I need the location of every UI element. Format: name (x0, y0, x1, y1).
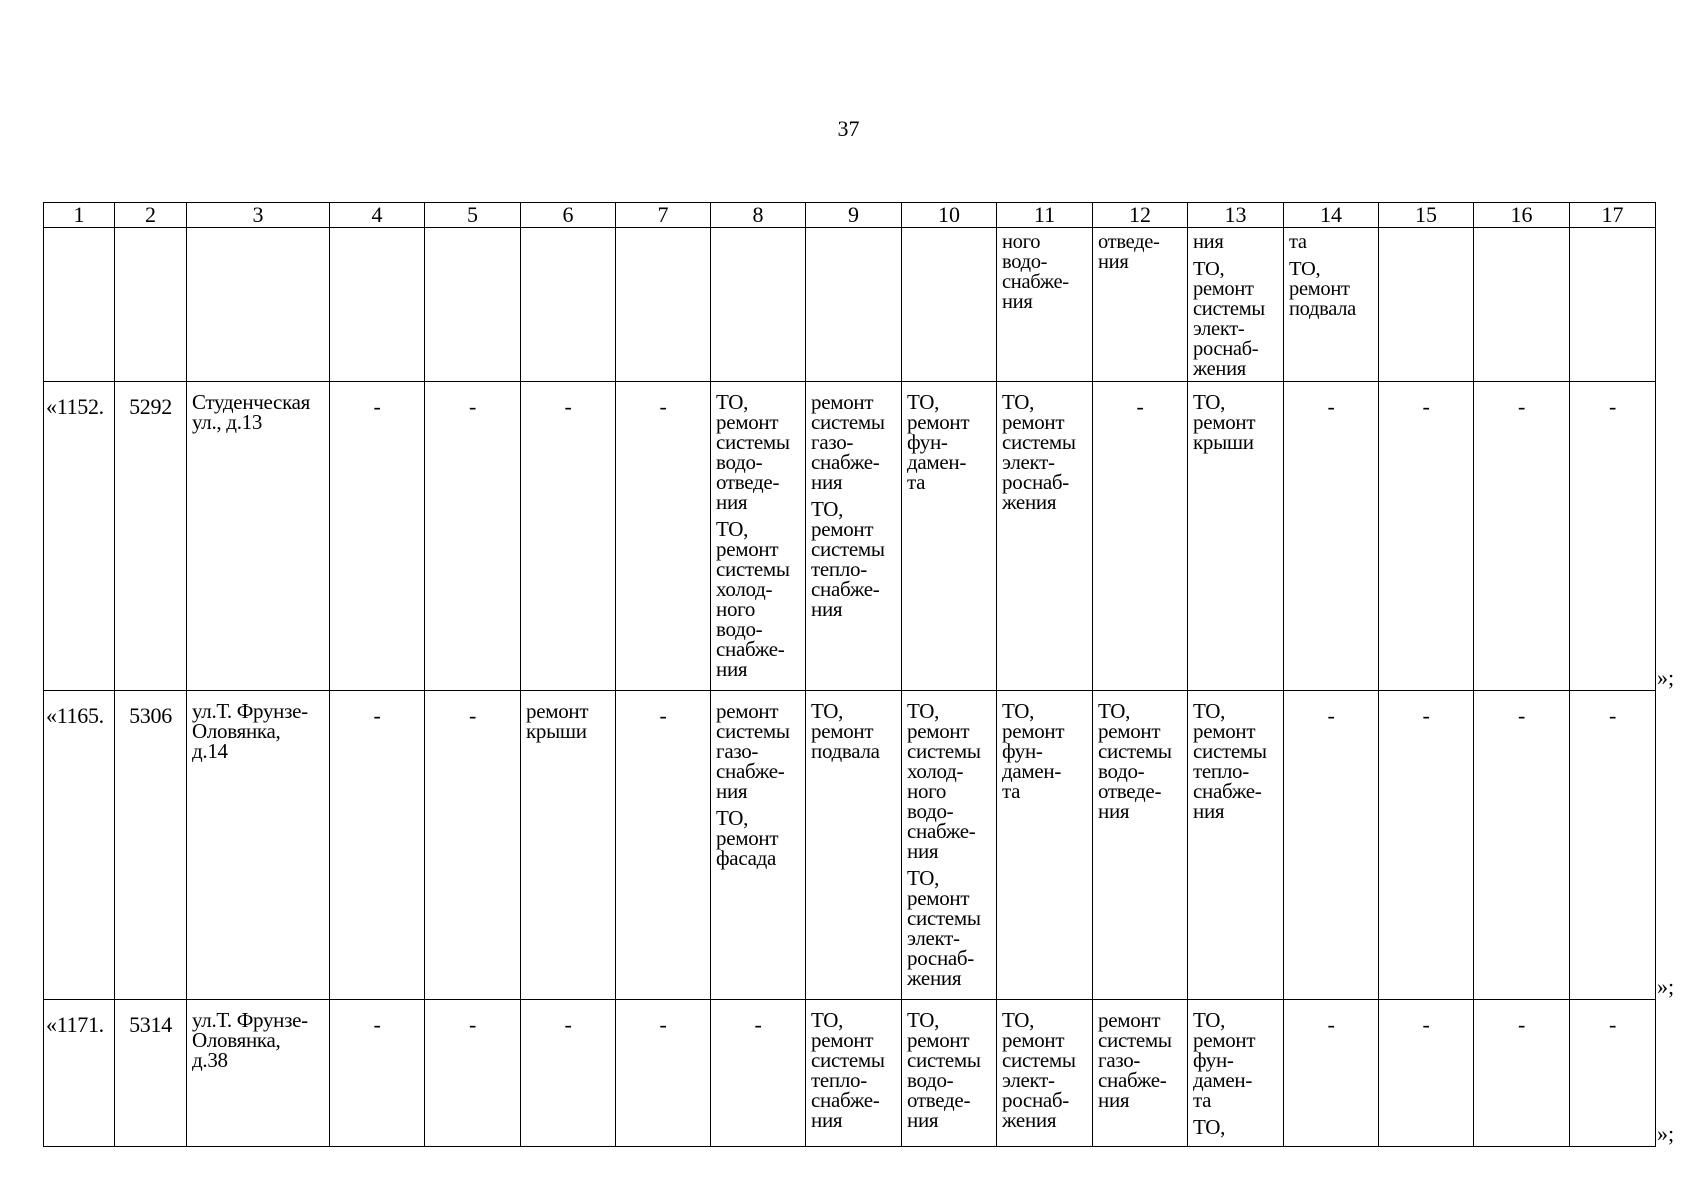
table-cell: - (1608, 394, 1617, 419)
table-cell (1188, 1000, 1283, 1137)
table-row (44, 1000, 1656, 1147)
cell-text: ния (1193, 231, 1224, 253)
table-cell: - (659, 703, 667, 728)
table-cell: - (1517, 703, 1526, 728)
cell-text: ТО, ремонт системы элект- роснаб- жения (1002, 390, 1076, 514)
cell-text: ТО, ремонт системы тепло- снабже- ния (811, 1008, 885, 1132)
column-header: 14 (1284, 203, 1379, 228)
table-cell: - (468, 394, 477, 419)
cell-text: отведе- ния (1098, 231, 1160, 273)
column-header: 2 (115, 203, 187, 228)
column-header: 15 (1379, 203, 1474, 228)
cell-text: ТО, ремонт системы элект- роснаб- жения (1002, 1008, 1076, 1132)
table-cell: - (564, 1012, 572, 1037)
cell-text: ТО, ремонт системы холод- ного водо- снабже- ния (907, 699, 981, 863)
column-header: 17 (1570, 203, 1656, 228)
row-number: «1152. (46, 394, 104, 419)
table-cell (1284, 228, 1378, 319)
table-cell: - (1608, 703, 1617, 728)
table-cell (997, 691, 1092, 801)
building-code: 5306 (129, 703, 172, 728)
table-cell: - (1327, 1012, 1335, 1037)
table-cell: - (468, 703, 477, 728)
table-cell (902, 1000, 996, 1130)
table-cell (806, 382, 901, 619)
table-cell (711, 382, 805, 679)
continuation-row (44, 228, 1656, 382)
building-address: ул.Т. Фрунзе- Оловянка, д.14 (192, 699, 308, 763)
table-cell (997, 1000, 1092, 1130)
cell-text: ТО, ремонт фун- дамен- та (1193, 1008, 1256, 1112)
cell-text: ТО, ремонт системы элект- роснаб- жения (907, 866, 981, 990)
table-cell: - (373, 703, 381, 728)
building-code: 5292 (129, 394, 172, 419)
column-header: 10 (902, 203, 997, 228)
cell-text: ТО, ремонт подвала (1289, 258, 1356, 320)
column-header: 12 (1093, 203, 1188, 228)
repair-schedule-table (43, 202, 1656, 1147)
table-cell: - (373, 1012, 381, 1037)
table-cell (902, 691, 996, 988)
column-header: 13 (1188, 203, 1284, 228)
table-row (44, 691, 1656, 1000)
table-cell (521, 691, 615, 741)
table-cell: - (1608, 1012, 1617, 1037)
cell-text: ТО, ремонт системы водо- отведе- ния (907, 1008, 981, 1132)
cell-text: та (1289, 231, 1307, 253)
table-cell: - (1422, 1012, 1430, 1037)
table-cell: - (1422, 703, 1430, 728)
cell-text: ремонт системы газо- снабже- ния (811, 390, 885, 494)
table-cell (997, 382, 1092, 512)
table-cell (711, 691, 805, 868)
table-cell: - (1327, 394, 1335, 419)
cell-text: ного водо- снабже- ния (1002, 231, 1069, 313)
table-cell: - (468, 1012, 477, 1037)
page-number: 37 (837, 116, 860, 141)
table-cell (1188, 228, 1283, 379)
table-cell: - (754, 1012, 762, 1037)
row-number: «1171. (46, 1012, 104, 1037)
column-header: 3 (187, 203, 330, 228)
table-cell (1188, 691, 1283, 821)
row-number: «1165. (46, 703, 104, 728)
column-header: 11 (997, 203, 1093, 228)
row-end-mark: »; (1657, 974, 1675, 999)
cell-text: ТО, ремонт фун- дамен- та (1002, 699, 1065, 803)
building-address: ул.Т. Фрунзе- Оловянка, д.38 (192, 1008, 308, 1072)
table-cell (997, 228, 1092, 312)
table-row (44, 382, 1656, 691)
table-cell (902, 382, 996, 492)
row-end-mark: »; (1657, 1121, 1675, 1146)
column-header: 16 (1474, 203, 1570, 228)
cell-text: ТО, ремонт фасада (716, 806, 779, 870)
cell-text: ремонт системы газо- снабже- ния (716, 699, 790, 803)
table-cell: - (1327, 703, 1335, 728)
column-header: 5 (425, 203, 521, 228)
column-number-header (44, 203, 1656, 228)
cell-text: ТО, ремонт системы тепло- снабже- ния (811, 497, 885, 621)
table-cell (1093, 691, 1187, 821)
building-code: 5314 (129, 1012, 172, 1037)
table-cell: - (564, 394, 572, 419)
table-cell: - (1517, 1012, 1526, 1037)
column-header: 7 (616, 203, 711, 228)
column-header: 9 (806, 203, 902, 228)
cell-text: ТО, ремонт системы элект- роснаб- жения (1193, 258, 1265, 380)
cell-text: ремонт системы газо- снабже- ния (1098, 1008, 1172, 1112)
cell-text: ТО, ремонт системы водо- отведе- ния (1098, 699, 1172, 823)
cell-text: ТО, ремонт системы холод- ного водо- снабже- ния (716, 517, 790, 681)
table-cell: - (659, 394, 667, 419)
table-cell (1093, 1000, 1187, 1110)
table-cell (806, 1000, 901, 1130)
table-cell: - (1517, 394, 1526, 419)
row-end-mark: »; (1657, 665, 1675, 690)
building-address: Студенческая ул., д.13 (192, 390, 311, 434)
cell-text: ТО, ремонт крыши (1193, 390, 1256, 454)
table-cell (806, 691, 901, 761)
table-cell (1093, 228, 1187, 272)
column-header: 8 (711, 203, 806, 228)
table-cell: - (1422, 394, 1430, 419)
column-header: 6 (521, 203, 616, 228)
cell-text: ТО, ремонт системы тепло- снабже- ния (1193, 699, 1267, 823)
cell-text: ТО, ремонт системы водо- отведе- ния (716, 390, 790, 514)
cell-text: ТО, (1193, 1115, 1226, 1139)
table-cell: - (1136, 394, 1144, 419)
table-cell: - (659, 1012, 667, 1037)
table-cell: - (373, 394, 381, 419)
column-header: 1 (44, 203, 115, 228)
table-cell (1188, 382, 1283, 452)
cell-text: ТО, ремонт подвала (811, 699, 880, 763)
cell-text: ремонт крыши (526, 699, 589, 743)
cell-text: ТО, ремонт фун- дамен- та (907, 390, 970, 494)
column-header: 4 (330, 203, 425, 228)
